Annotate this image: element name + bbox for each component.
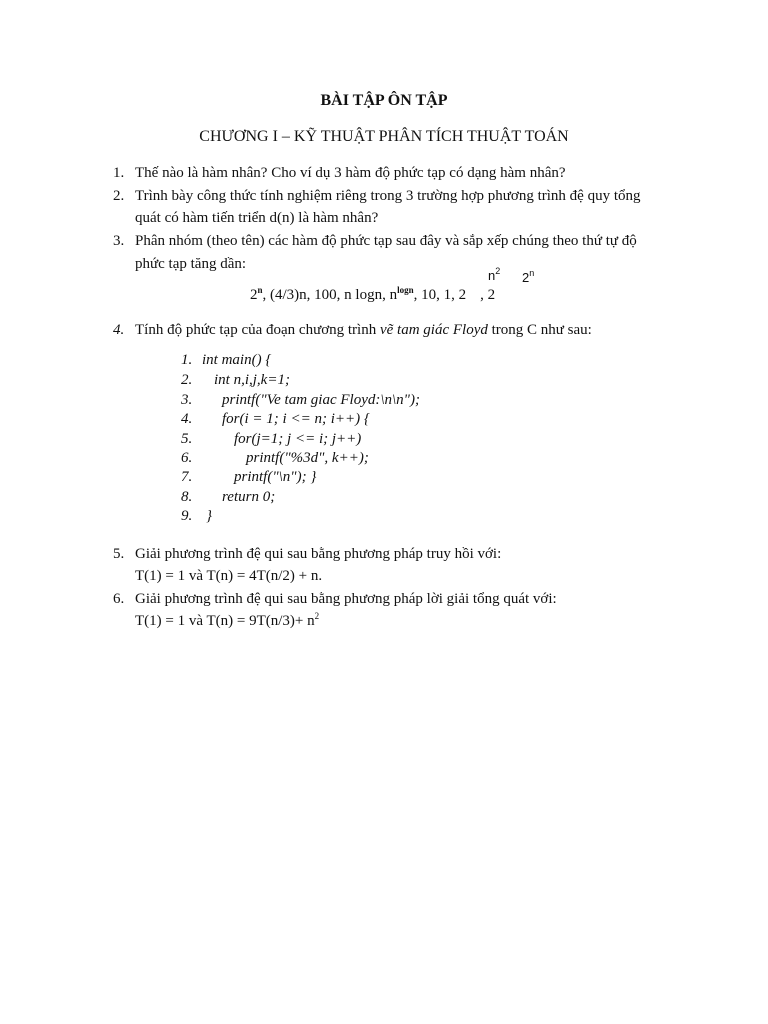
question-number: 6.: [113, 591, 125, 607]
code-line-number: 4.: [181, 411, 193, 427]
question-text: Trình bày công thức tính nghiệm riêng trong 3 trường hợp phương trình đệ quy tổng: [135, 188, 641, 204]
code-line: int main() {: [202, 352, 272, 368]
question-5-cont: T(1) = 1 và T(n) = 4T(n/2) + n.: [135, 568, 323, 584]
code-line: return 0;: [222, 489, 276, 505]
func-list-part: , 10, 1, 2: [413, 287, 467, 303]
question-number: 2.: [113, 188, 125, 204]
func-exp: logn: [397, 285, 414, 295]
code-line-number: 7.: [181, 469, 193, 485]
exponent-2-power-n: 2$^n$: [522, 268, 535, 285]
question-number: 1.: [113, 165, 125, 181]
code-line-number: 1.: [181, 352, 193, 368]
code-line-number: 8.: [181, 489, 193, 505]
func-exp: n: [257, 285, 263, 295]
code-line: printf("%3d", k++);: [246, 450, 369, 466]
code-line: printf("Ve tam giac Floyd:\n\n");: [222, 392, 420, 408]
func-list-part: , 2: [480, 287, 496, 303]
code-line-number: 5.: [181, 431, 193, 447]
question-text: Giải phương trình đệ qui sau bằng phương pháp truy hồi với:: [135, 546, 502, 562]
code-line-number: 2.: [181, 372, 193, 388]
question-text: Phân nhóm (theo tên) các hàm độ phức tạp sau đây và sắp xếp chúng theo thứ tự độ: [135, 233, 637, 249]
func-list-part: , (4/3)n, 100, n logn, n: [262, 287, 398, 303]
code-line: printf("\n"); }: [234, 469, 317, 485]
question-6-cont: T(1) = 1 và $T(n) = 9T(n/3)+ n^2$: [135, 611, 320, 629]
question-number: 4.: [113, 322, 125, 338]
code-line-number: 6.: [181, 450, 193, 466]
question-number: 5.: [113, 546, 125, 562]
code-line: }: [206, 508, 212, 524]
exponent-n-squared: $n^2$: [488, 266, 501, 283]
chapter-subtitle: CHƯƠNG I – KỸ THUẬT PHÂN TÍCH THUẬT TOÁN: [199, 128, 569, 145]
question-2-cont: quát có hàm tiến triển d(n) là hàm nhân?: [135, 210, 379, 226]
function-list: [250, 285, 495, 305]
question-text: Giải phương trình đệ qui sau bằng phương pháp lời giải tổng quát với:: [135, 591, 557, 607]
func-base: 2: [250, 287, 258, 303]
code-line: for(j=1; j <= i; j++): [234, 431, 362, 447]
code-line-number: 3.: [181, 392, 193, 408]
code-line-number: 9.: [181, 508, 193, 524]
question-text: Tính độ phức tạp của đoạn chương trình vẽ tam giác Floyd trong C như sau:: [135, 322, 592, 338]
code-line: for(i = 1; i <= n; i++) {: [222, 411, 370, 427]
document-title: BÀI TẬP ÔN TẬP: [320, 92, 448, 109]
question-number: 3.: [113, 233, 125, 249]
question-text: Thế nào là hàm nhân? Cho ví dụ 3 hàm độ phức tạp có dạng hàm nhân?: [135, 165, 566, 181]
question-3-cont: phức tạp tăng dần:: [135, 256, 247, 272]
code-line: int n,i,j,k=1;: [214, 372, 290, 388]
